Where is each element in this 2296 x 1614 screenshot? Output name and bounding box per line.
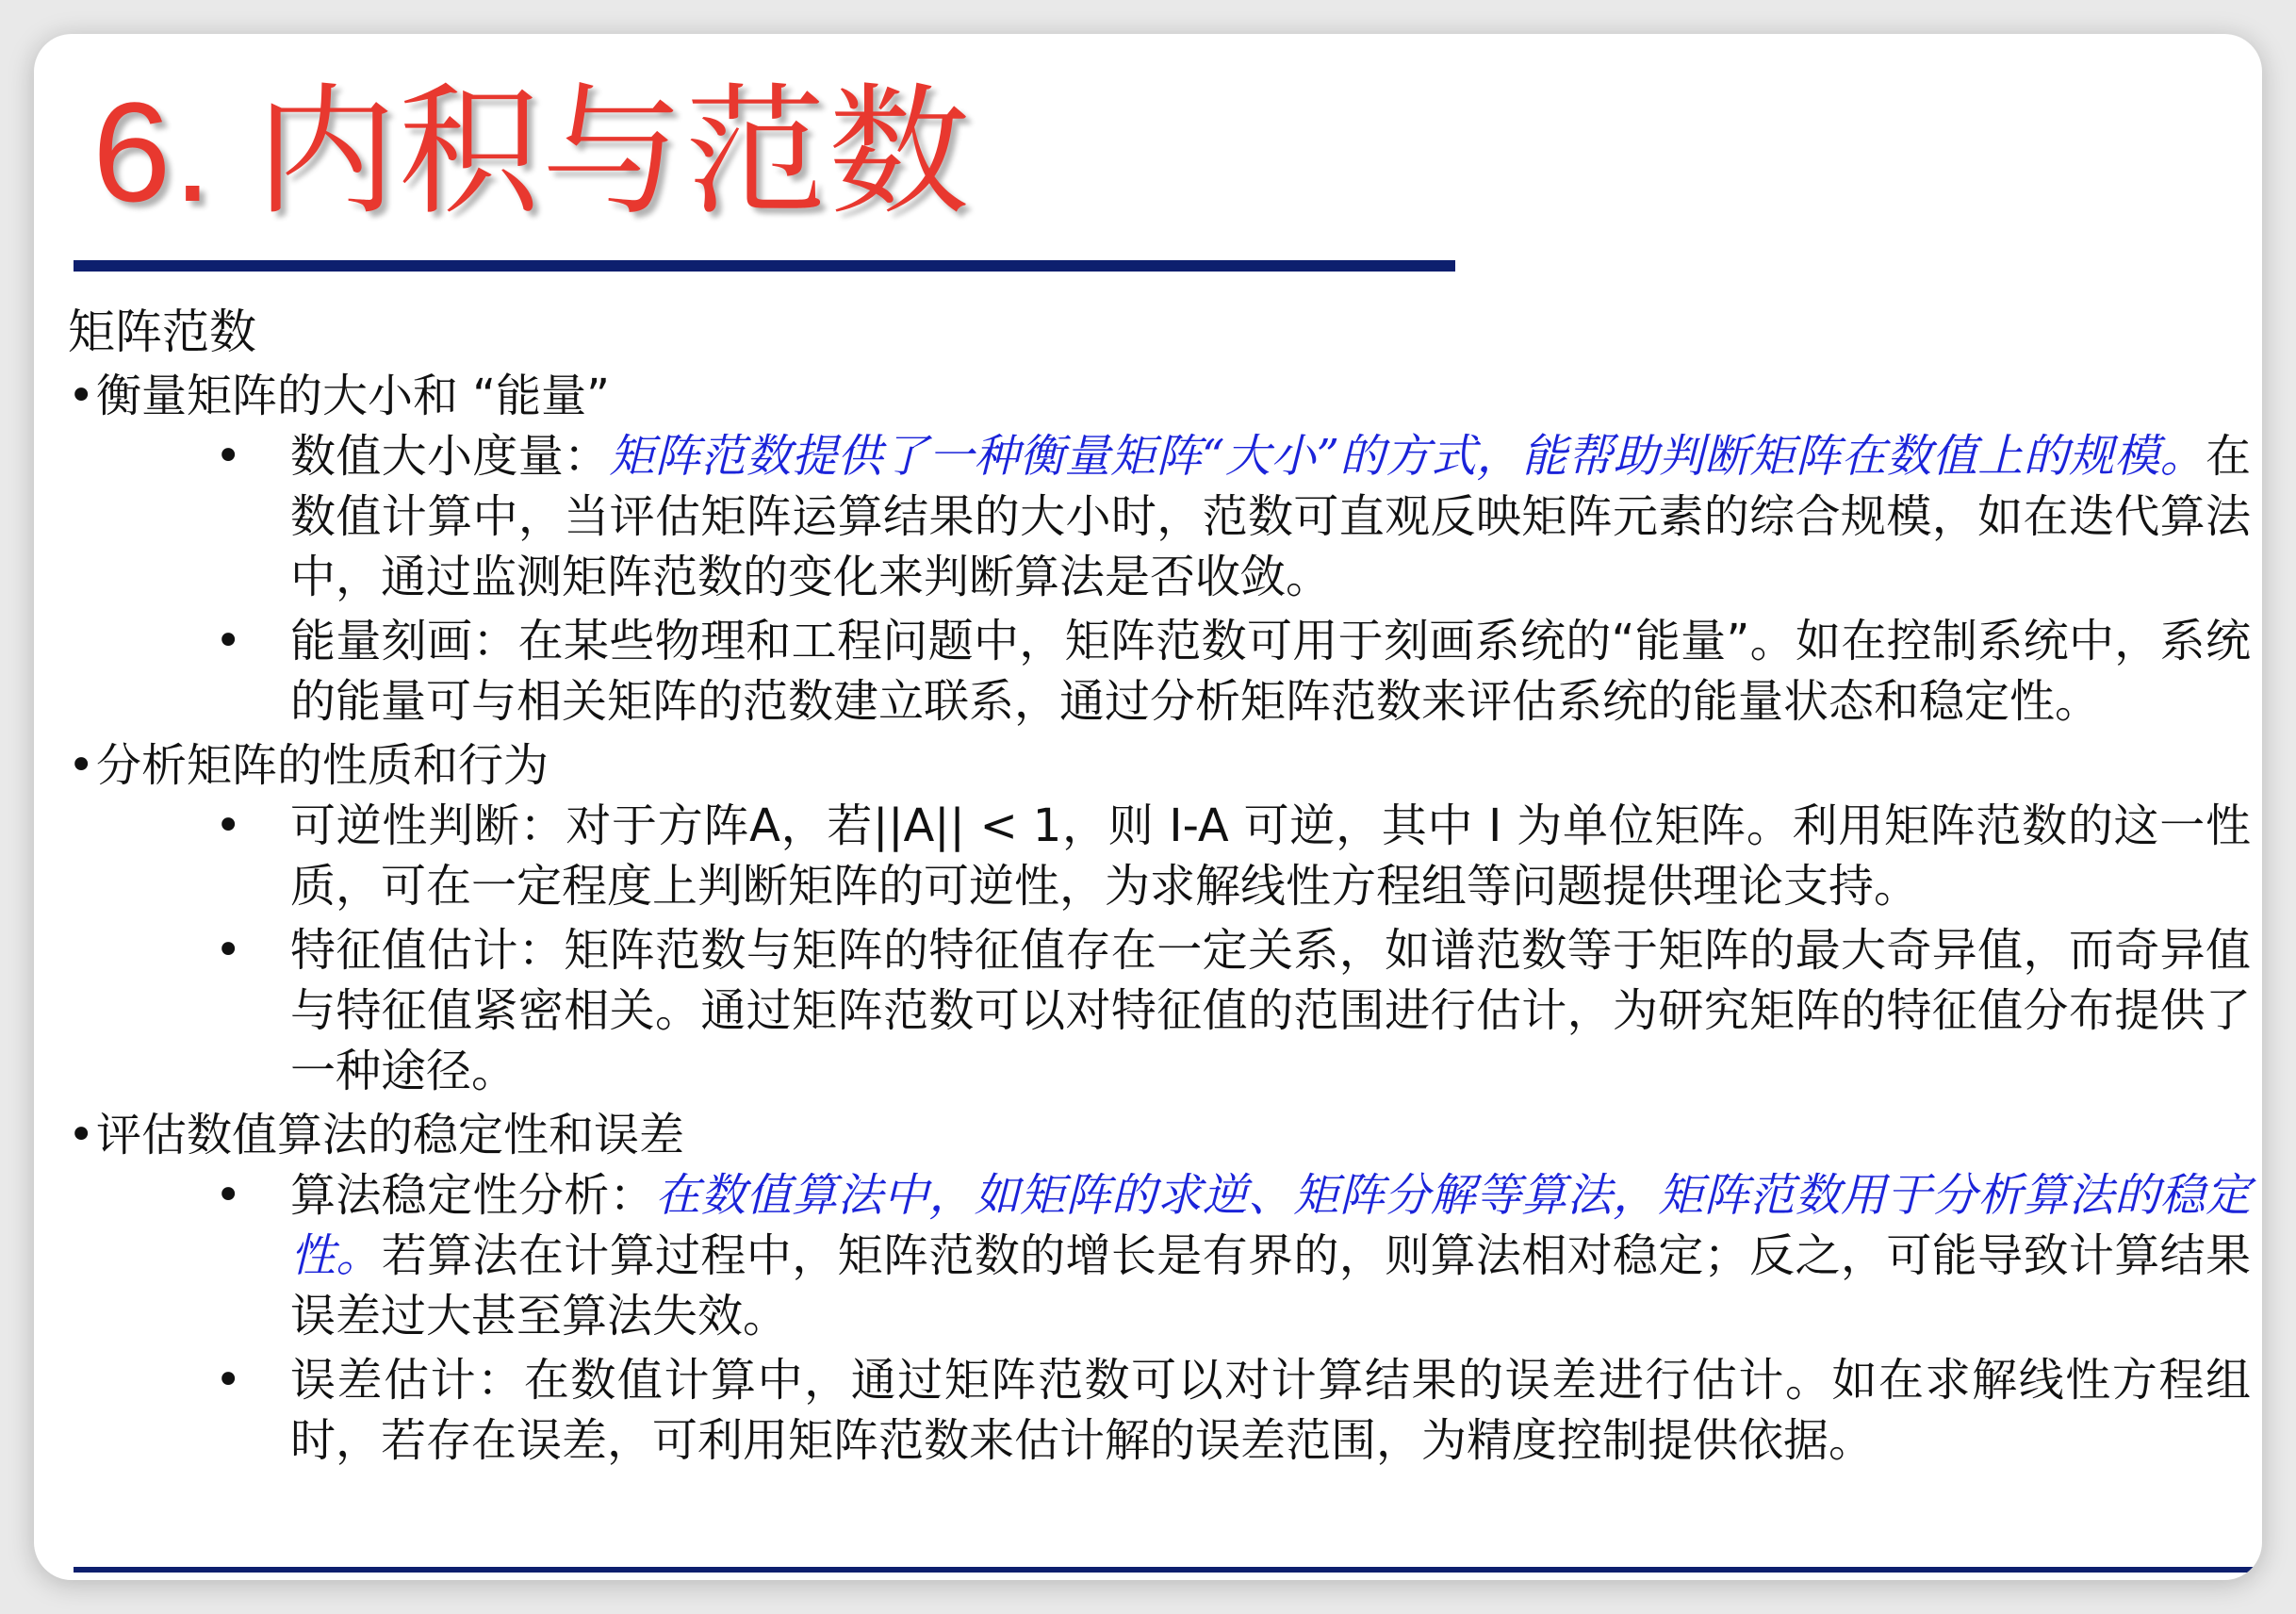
item-label: 可逆性判断： bbox=[290, 799, 566, 852]
bullet-dot: • bbox=[215, 1169, 242, 1222]
bullet-dot: • bbox=[68, 1109, 95, 1161]
level1-title: 分析矩阵的性质和行为 bbox=[96, 739, 549, 792]
item-label: 能量刻画： bbox=[290, 615, 518, 667]
level1-item bbox=[68, 735, 2253, 796]
item-text: 对于方阵A，若||A|| < 1，则 I-A 可逆，其中 I 为单位矩阵。利用矩阵范数的这一性质，可在一定程度上判断矩阵的可逆性，为求解线性方程组等问题提供理论支持。 bbox=[290, 799, 2251, 913]
section-heading: 矩阵范数 bbox=[68, 305, 256, 359]
bullet-dot: • bbox=[215, 799, 242, 852]
level2-item bbox=[68, 611, 2253, 732]
level2-item bbox=[68, 920, 2253, 1101]
item-text: 若算法在计算过程中，矩阵范数的增长是有界的，则算法相对稳定；反之，可能导致计算结果误差过大甚至算法失效。 bbox=[290, 1229, 2251, 1342]
slide-content bbox=[68, 302, 2253, 1474]
item-text: 在数值计算中，当评估矩阵运算结果的大小时，范数可直观反映矩阵元素的综合规模，如在迭代算法中，通过监测矩阵范数的变化来判断算法是否收敛。 bbox=[290, 430, 2251, 603]
item-label: 算法稳定性分析： bbox=[290, 1169, 656, 1222]
footer-rule bbox=[74, 1567, 2258, 1573]
slide bbox=[34, 34, 2262, 1580]
level2-item bbox=[68, 1350, 2253, 1471]
item-label: 特征值估计： bbox=[290, 924, 565, 977]
level2-item bbox=[68, 1165, 2253, 1346]
item-emphasis: 在数值算法中，如矩阵的求逆、矩阵分解等算法，矩阵范数用于分析算法的稳定性。 bbox=[290, 1169, 2251, 1282]
slide-title: 6. 内积与范数 bbox=[92, 73, 972, 231]
level1-title: 衡量矩阵的大小和 “能量” bbox=[96, 370, 610, 422]
bullet-dot: • bbox=[215, 924, 242, 977]
item-text: 在某些物理和工程问题中，矩阵范数可用于刻画系统的“能量”。如在控制系统中，系统的能量可与相关矩阵的范数建立联系，通过分析矩阵范数来评估系统的能量状态和稳定性。 bbox=[290, 615, 2251, 728]
item-label: 误差估计： bbox=[290, 1354, 524, 1407]
item-emphasis: 矩阵范数提供了一种衡量矩阵“大小”的方式，能帮助判断矩阵在数值上的规模。 bbox=[609, 430, 2206, 483]
level2-item bbox=[68, 426, 2253, 607]
title-underline bbox=[74, 260, 1455, 272]
item-text: 在数值计算中，通过矩阵范数可以对计算结果的误差进行估计。如在求解线性方程组时，若存在误差，可利用矩阵范数来估计解的误差范围，为精度控制提供依据。 bbox=[290, 1354, 2251, 1467]
bullet-dot: • bbox=[68, 739, 95, 792]
item-text: 矩阵范数与矩阵的特征值存在一定关系，如谱范数等于矩阵的最大奇异值，而奇异值与特征值紧密相关。通过矩阵范数可以对特征值的范围进行估计，为研究矩阵的特征值分布提供了一种途径。 bbox=[290, 924, 2251, 1097]
item-label: 数值大小度量： bbox=[290, 430, 610, 483]
bullet-dot: • bbox=[215, 1354, 242, 1407]
bullet-dot: • bbox=[215, 615, 242, 667]
level1-item bbox=[68, 366, 2253, 426]
bullet-dot: • bbox=[68, 370, 95, 422]
level1-item bbox=[68, 1105, 2253, 1165]
bullet-dot: • bbox=[215, 430, 242, 483]
level2-item bbox=[68, 796, 2253, 916]
level1-title: 评估数值算法的稳定性和误差 bbox=[96, 1109, 685, 1161]
